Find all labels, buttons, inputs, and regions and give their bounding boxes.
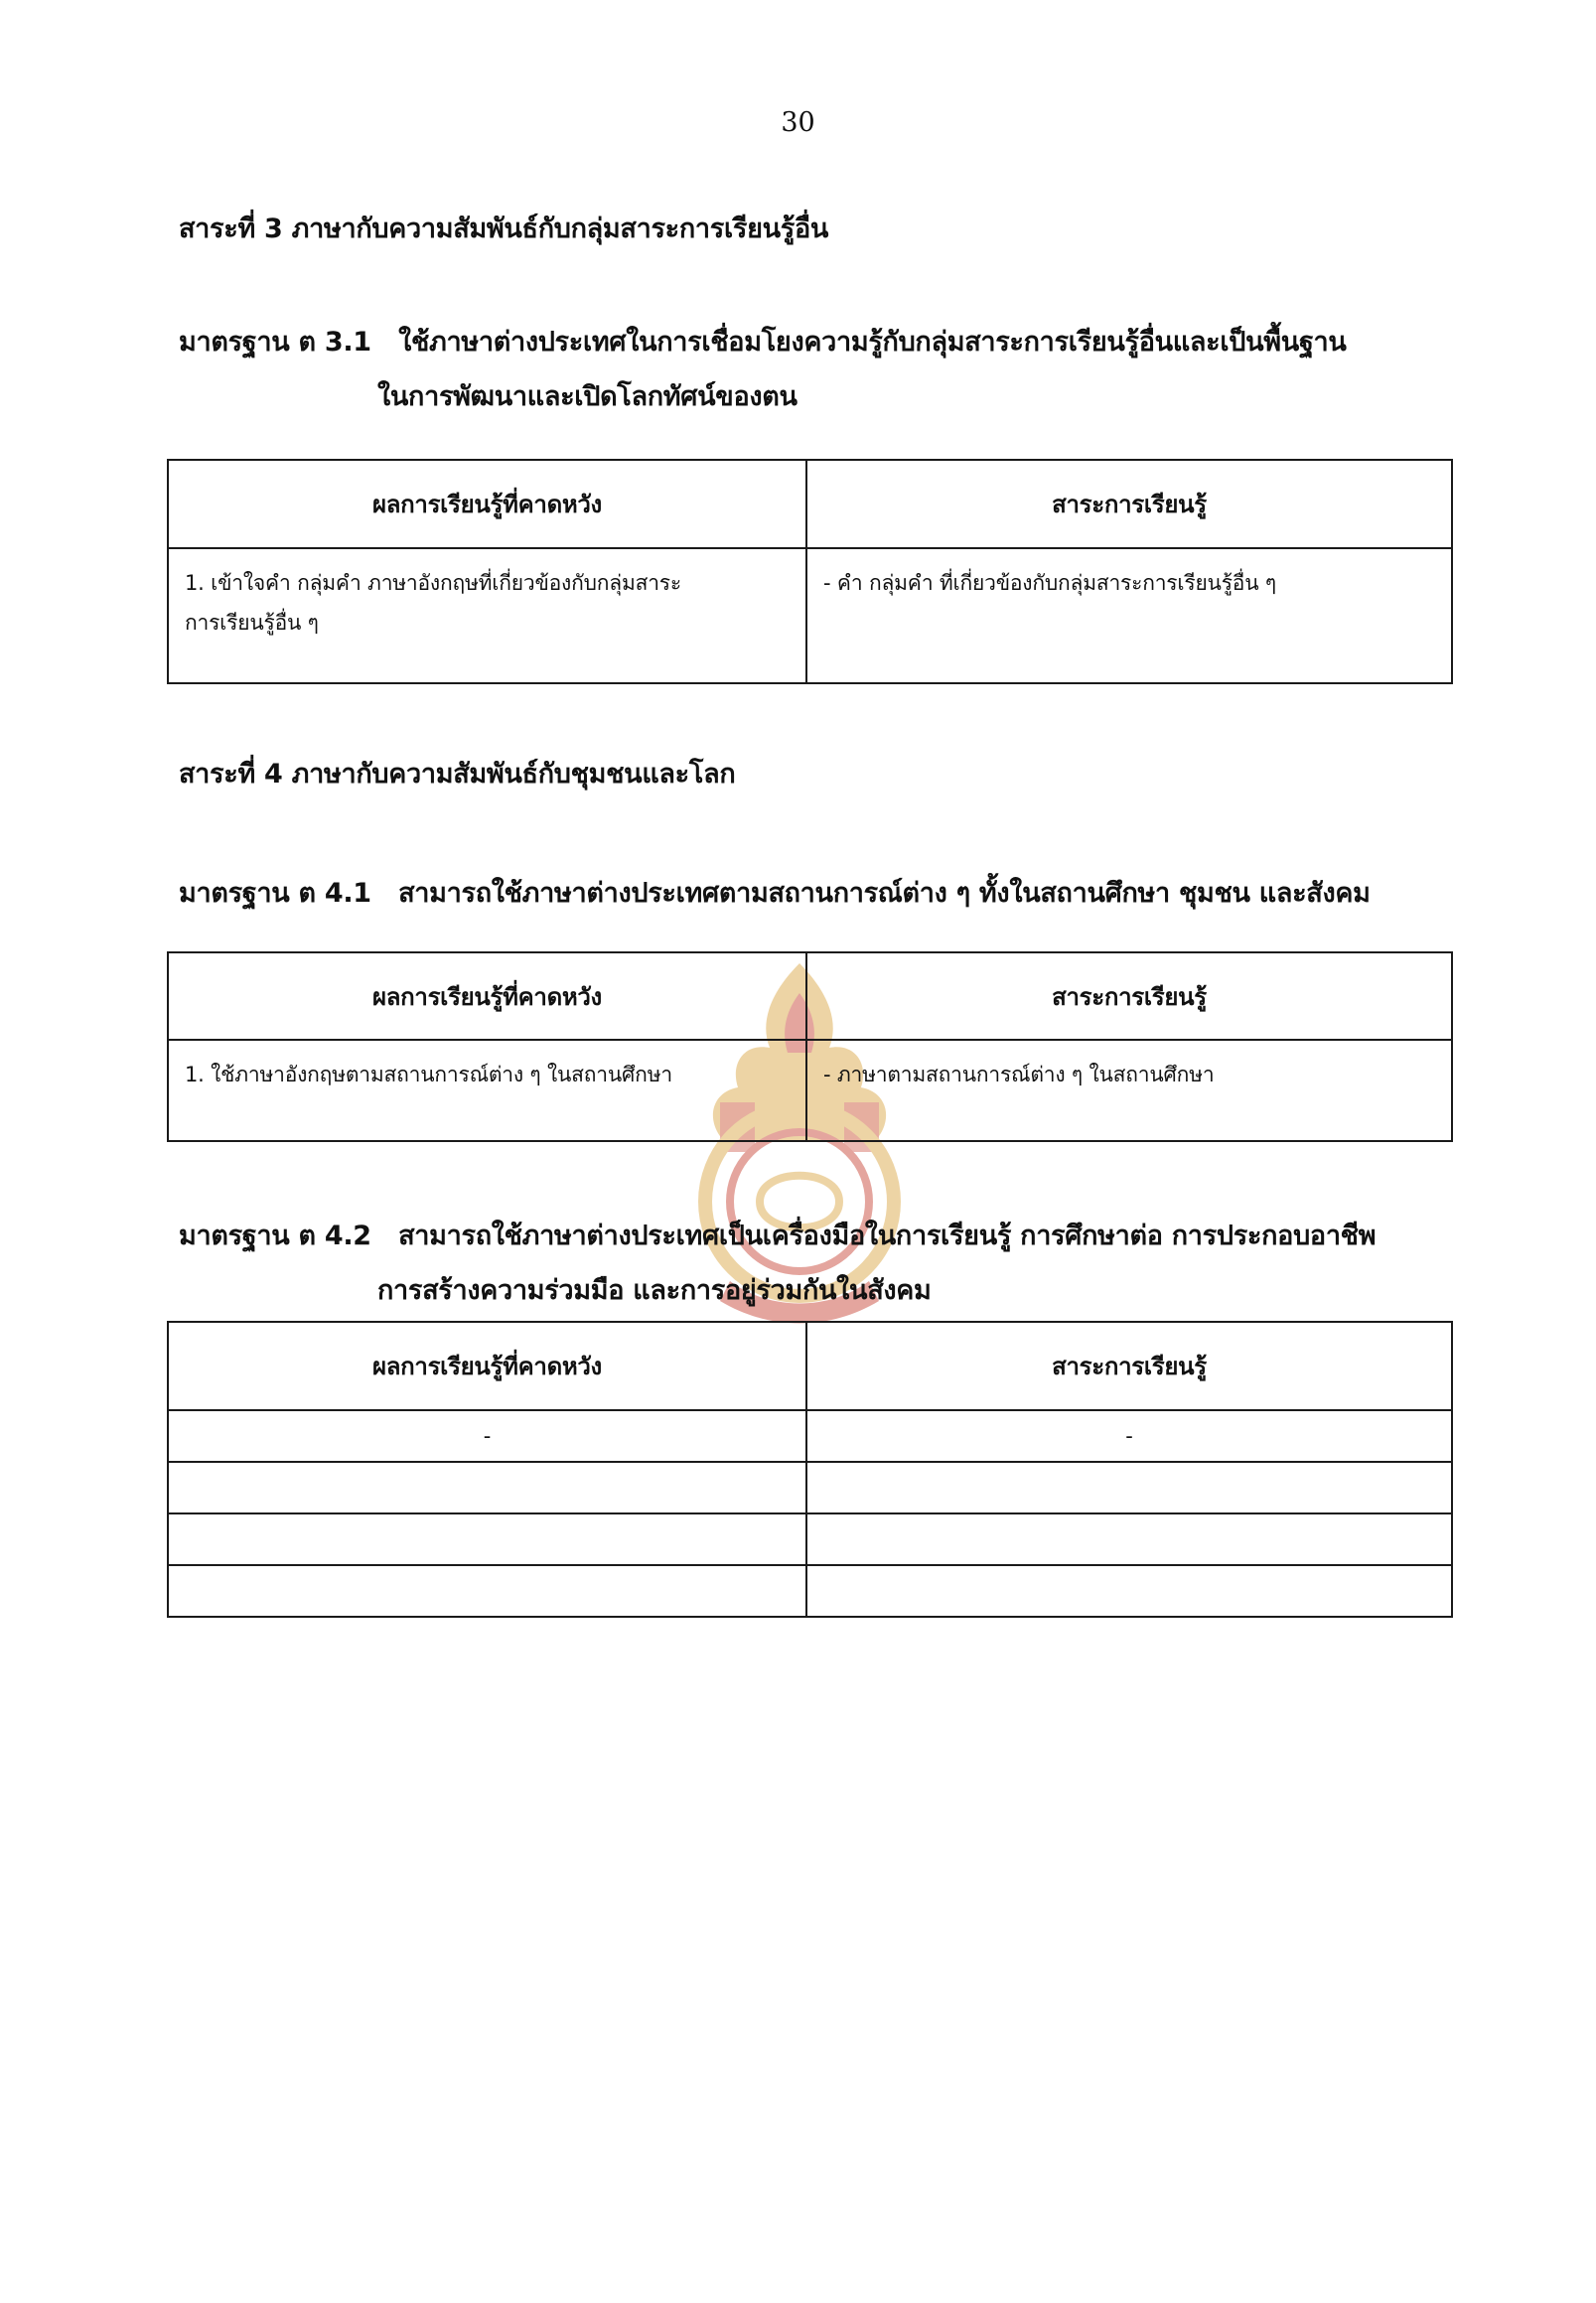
standard-4-2-text-line2: การสร้างความร่วมมือ และการอยู่ร่วมกันในสังคม [377,1275,932,1306]
standard-4-2 [179,1214,1376,1256]
standard-3-1-text-line1: ใช้ภาษาต่างประเทศในการเชื่อมโยงความรู้กับกลุ่มสาระการเรียนรู้อื่นและเป็นพื้นฐาน [398,327,1347,358]
table-cell-content [806,1565,1452,1617]
standard-3-1-label: มาตรฐาน ต 3.1 [179,327,371,358]
table-cell-outcome [168,1462,806,1513]
table-cell-outcome [168,1513,806,1565]
standard-4-1 [179,871,1371,914]
outcome-line1: 1. เข้าใจคำ กลุ่มคำ ภาษาอังกฤษที่เกี่ยวข้องกับกลุ่มสาระ [185,571,681,595]
table-row [168,548,1452,683]
standard-3-1 [179,320,1347,362]
table-cell-outcome [168,1040,806,1141]
table-cell-content [806,1513,1452,1565]
content-text: - ภาษาตามสถานการณ์ต่าง ๆ ในสถานศึกษา [823,1063,1215,1086]
content-text: - คำ กลุ่มคำ ที่เกี่ยวข้องกับกลุ่มสาระการเรียนรู้อื่น ๆ [823,571,1276,595]
page-number: 30 [781,107,815,138]
table-row [168,1513,1452,1565]
standard-3-1-text-line2: ในการพัฒนาและเปิดโลกทัศน์ของตน [377,381,798,412]
outcome-text: 1. ใช้ภาษาอังกฤษตามสถานการณ์ต่าง ๆ ในสถานศึกษา [185,1063,672,1086]
section4-title: สาระที่ 4 ภาษากับความสัมพันธ์กับชุมชนและโลก [179,759,736,790]
table-cell-content [806,548,1452,683]
table-header-outcome: ผลการเรียนรู้ที่คาดหวัง [168,460,806,548]
table-cell-outcome [168,548,806,683]
table-cell-outcome [168,1565,806,1617]
learning-table-4-2 [167,1321,1453,1618]
table-row [168,1040,1452,1141]
table-row [168,1410,1452,1462]
table-header-content: สาระการเรียนรู้ [806,952,1452,1040]
section3-title: สาระที่ 3 ภาษากับความสัมพันธ์กับกลุ่มสาระการเรียนรู้อื่น [179,214,829,244]
table-cell-outcome: - [168,1410,806,1462]
table-header-outcome: ผลการเรียนรู้ที่คาดหวัง [168,1322,806,1410]
learning-table-4-1 [167,951,1453,1142]
standard-4-2-text-line1: สามารถใช้ภาษาต่างประเทศเป็นเครื่องมือในการเรียนรู้ การศึกษาต่อ การประกอบอาชีพ [398,1221,1377,1251]
standard-4-2-label: มาตรฐาน ต 4.2 [179,1221,371,1251]
learning-table-3-1 [167,459,1453,684]
table-row [168,1462,1452,1513]
outcome-line2: การเรียนรู้อื่น ๆ [185,611,319,635]
standard-4-1-text: สามารถใช้ภาษาต่างประเทศตามสถานการณ์ต่าง ๆ ทั้งในสถานศึกษา ชุมชน และสังคม [398,878,1371,909]
standard-4-1-label: มาตรฐาน ต 4.1 [179,878,371,909]
table-cell-content [806,1462,1452,1513]
table-row [168,1565,1452,1617]
table-cell-content: - [806,1410,1452,1462]
table-cell-content [806,1040,1452,1141]
table-header-content: สาระการเรียนรู้ [806,1322,1452,1410]
table-header-outcome: ผลการเรียนรู้ที่คาดหวัง [168,952,806,1040]
table-header-content: สาระการเรียนรู้ [806,460,1452,548]
